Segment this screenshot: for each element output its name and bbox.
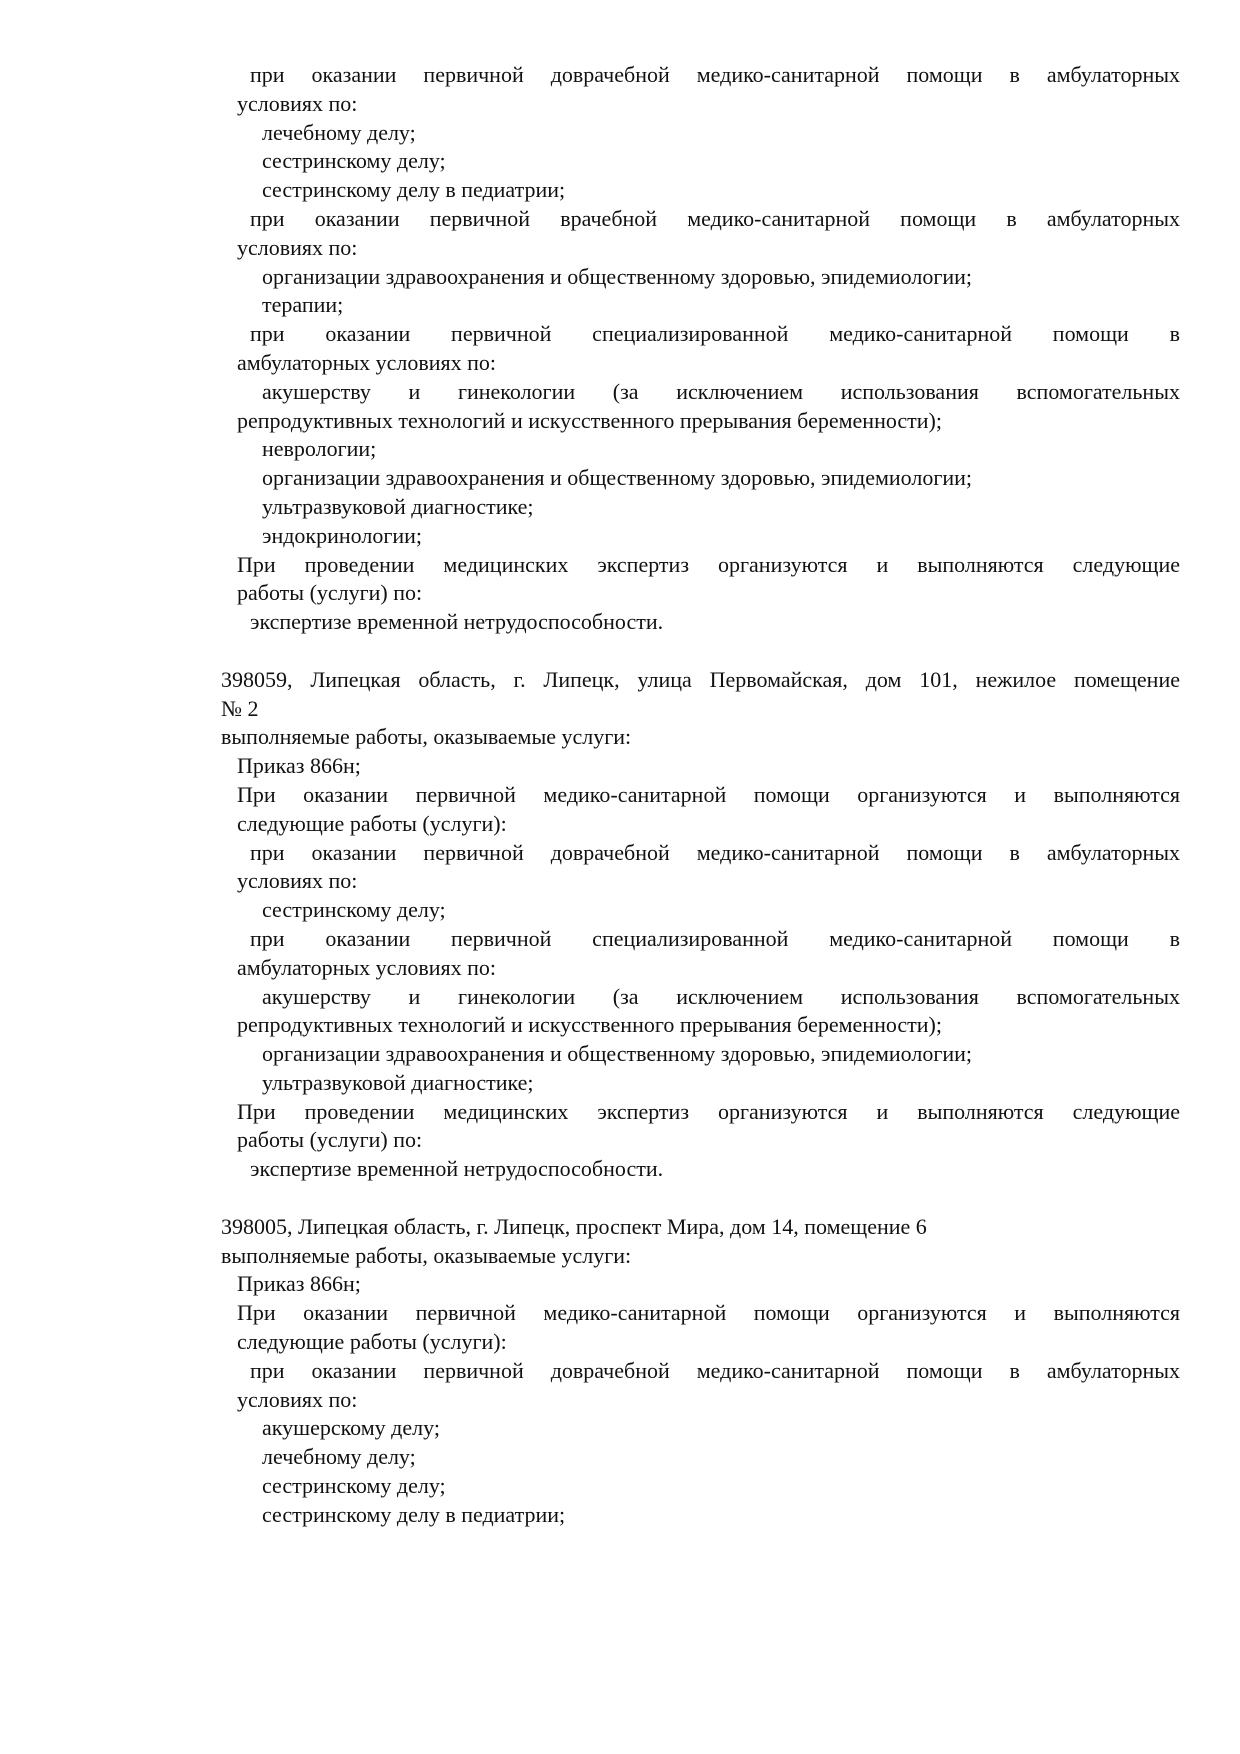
text-line: акушерству и гинекологии (за исключением использования вспомогательных bbox=[262, 983, 1180, 1009]
address-section bbox=[221, 666, 1180, 1184]
text-line: ультразвуковой диагностике; bbox=[262, 493, 534, 519]
text-line: выполняемые работы, оказываемые услуги: bbox=[221, 724, 632, 750]
text-line: При оказании первичной медико-санитарной помощи организуются и выполняются bbox=[237, 781, 1180, 807]
text-line: репродуктивных технологий и искусственного прерывания беременности); bbox=[237, 1012, 942, 1038]
text-line: при оказании первичной врачебной медико-санитарной помощи в амбулаторных bbox=[250, 205, 1180, 231]
text-line: № 2 bbox=[221, 695, 259, 721]
text-line: При проведении медицинских экспертиз организуются и выполняются следующие bbox=[237, 551, 1180, 577]
text-line: условиях по: bbox=[237, 1386, 358, 1412]
text-line: сестринскому делу в педиатрии; bbox=[262, 177, 566, 203]
text-line: амбулаторных условиях по: bbox=[237, 954, 497, 980]
text-line: при оказании первичной доврачебной медико-санитарной помощи в амбулаторных bbox=[250, 1357, 1180, 1383]
section-spacer bbox=[221, 1184, 1180, 1213]
text-line: терапии; bbox=[262, 292, 344, 318]
text-line: При проведении медицинских экспертиз организуются и выполняются следующие bbox=[237, 1098, 1180, 1124]
text-line: при оказании первичной специализированной медико-санитарной помощи в bbox=[250, 321, 1180, 347]
address-section bbox=[221, 1213, 1180, 1530]
text-line: эндокринологии; bbox=[262, 522, 423, 548]
text-line: при оказании первичной доврачебной медико-санитарной помощи в амбулаторных bbox=[250, 62, 1180, 87]
text-line: выполняемые работы, оказываемые услуги: bbox=[221, 1242, 632, 1268]
text-line: организации здравоохранения и общественному здоровью, эпидемиологии; bbox=[262, 1041, 973, 1067]
text-line: условиях по: bbox=[237, 90, 358, 116]
text-line: экспертизе временной нетрудоспособности. bbox=[250, 1156, 664, 1182]
text-line: условиях по: bbox=[237, 234, 358, 260]
text-line: амбулаторных условиях по: bbox=[237, 349, 497, 375]
section-spacer bbox=[221, 637, 1180, 666]
text-line: при оказании первичной доврачебной медико-санитарной помощи в амбулаторных bbox=[250, 839, 1180, 865]
text-line: 398059, Липецкая область, г. Липецк, улица Первомайская, дом 101, нежилое помещение bbox=[221, 666, 1180, 692]
text-line: организации здравоохранения и общественному здоровью, эпидемиологии; bbox=[262, 465, 973, 491]
text-line: следующие работы (услуги): bbox=[237, 810, 507, 836]
text-line: сестринскому делу; bbox=[262, 148, 446, 174]
text-line: неврологии; bbox=[262, 436, 377, 462]
text-line: работы (услуги) по: bbox=[237, 1127, 423, 1153]
text-line: экспертизе временной нетрудоспособности. bbox=[250, 609, 664, 635]
text-line: Приказ 866н; bbox=[237, 753, 361, 779]
text-line: акушерскому делу; bbox=[262, 1415, 440, 1441]
document-page bbox=[221, 61, 1180, 1530]
text-line: ультразвуковой диагностике; bbox=[262, 1069, 534, 1095]
text-line: При оказании первичной медико-санитарной помощи организуются и выполняются bbox=[237, 1300, 1180, 1326]
text-line: работы (услуги) по: bbox=[237, 580, 423, 606]
text-line: 398005, Липецкая область, г. Липецк, проспект Мира, дом 14, помещение 6 bbox=[221, 1213, 927, 1239]
text-line: сестринскому делу; bbox=[262, 897, 446, 923]
text-line: сестринскому делу в педиатрии; bbox=[262, 1501, 566, 1527]
text-line: при оказании первичной специализированной медико-санитарной помощи в bbox=[250, 925, 1180, 951]
text-line: лечебному делу; bbox=[262, 1444, 416, 1470]
text-line: Приказ 866н; bbox=[237, 1271, 361, 1297]
text-line: условиях по: bbox=[237, 868, 358, 894]
text-line: акушерству и гинекологии (за исключением использования вспомогательных bbox=[262, 378, 1180, 404]
text-line: репродуктивных технологий и искусственного прерывания беременности); bbox=[237, 407, 942, 433]
text-line: следующие работы (услуги): bbox=[237, 1329, 507, 1355]
text-line: организации здравоохранения и общественному здоровью, эпидемиологии; bbox=[262, 263, 973, 289]
address-section bbox=[221, 61, 1180, 637]
text-line: сестринскому делу; bbox=[262, 1473, 446, 1499]
text-line: лечебному делу; bbox=[262, 119, 416, 145]
